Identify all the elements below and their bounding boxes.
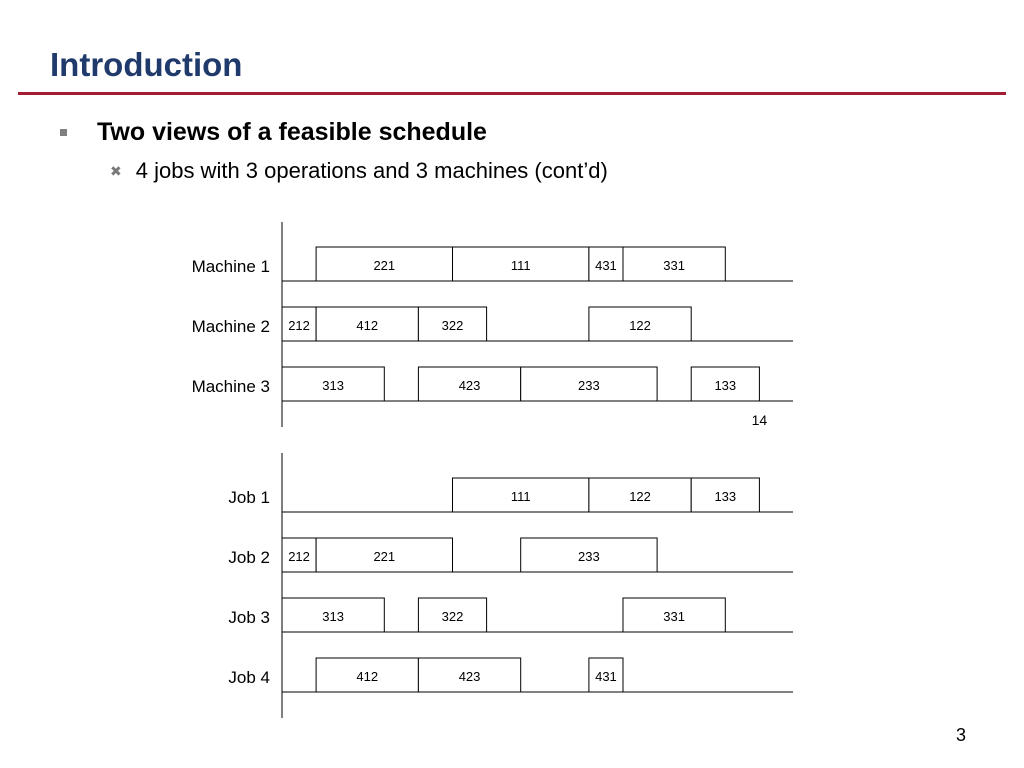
gantt-row-label: Machine 3 bbox=[191, 377, 270, 396]
slide-title: Introduction bbox=[50, 46, 243, 83]
gantt-operation-label: 111 bbox=[510, 258, 531, 273]
gantt-operation-label: 111 bbox=[510, 489, 531, 504]
page-number: 3 bbox=[955, 725, 966, 745]
gantt-operation-label: 221 bbox=[373, 258, 396, 273]
gantt-operation-label: 122 bbox=[629, 318, 651, 333]
gantt-operation-label: 331 bbox=[663, 609, 686, 624]
gantt-row-label: Machine 1 bbox=[191, 257, 270, 276]
cross-bullet-icon: ✖ bbox=[110, 162, 122, 179]
gantt-operation-label: 122 bbox=[629, 489, 651, 504]
gantt-row-label: Machine 2 bbox=[191, 317, 270, 336]
gantt-operation-label: 431 bbox=[595, 258, 617, 273]
gantt-operation-label: 322 bbox=[441, 609, 464, 624]
gantt-operation-label: 221 bbox=[373, 549, 396, 564]
gantt-operation-label: 423 bbox=[458, 378, 481, 393]
gantt-operation-label: 313 bbox=[322, 378, 345, 393]
gantt-axis-end-label: 14 bbox=[751, 412, 768, 428]
gantt-operation-label: 313 bbox=[322, 609, 345, 624]
gantt-operation-label: 133 bbox=[714, 489, 737, 504]
gantt-operation-label: 423 bbox=[458, 669, 481, 684]
gantt-row-label: Job 1 bbox=[228, 488, 270, 507]
gantt-operation-label: 412 bbox=[356, 669, 379, 684]
gantt-row-label: Job 3 bbox=[228, 608, 270, 627]
bullet-main-text: Two views of a feasible schedule bbox=[97, 118, 487, 146]
gantt-operation-label: 233 bbox=[578, 549, 600, 564]
gantt-row-label: Job 4 bbox=[228, 668, 270, 687]
gantt-operation-label: 233 bbox=[578, 378, 600, 393]
gantt-operation-label: 322 bbox=[441, 318, 464, 333]
bullet-sub-text: 4 jobs with 3 operations and 3 machines (cont’d) bbox=[135, 158, 608, 183]
gantt-operation-label: 412 bbox=[356, 318, 379, 333]
gantt-operation-label: 212 bbox=[288, 549, 310, 564]
gantt-operation-label: 133 bbox=[714, 378, 737, 393]
gantt-operation-label: 431 bbox=[595, 669, 617, 684]
gantt-operation-label: 331 bbox=[663, 258, 686, 273]
gantt-row-label: Job 2 bbox=[228, 548, 270, 567]
gantt-operation-label: 212 bbox=[288, 318, 310, 333]
